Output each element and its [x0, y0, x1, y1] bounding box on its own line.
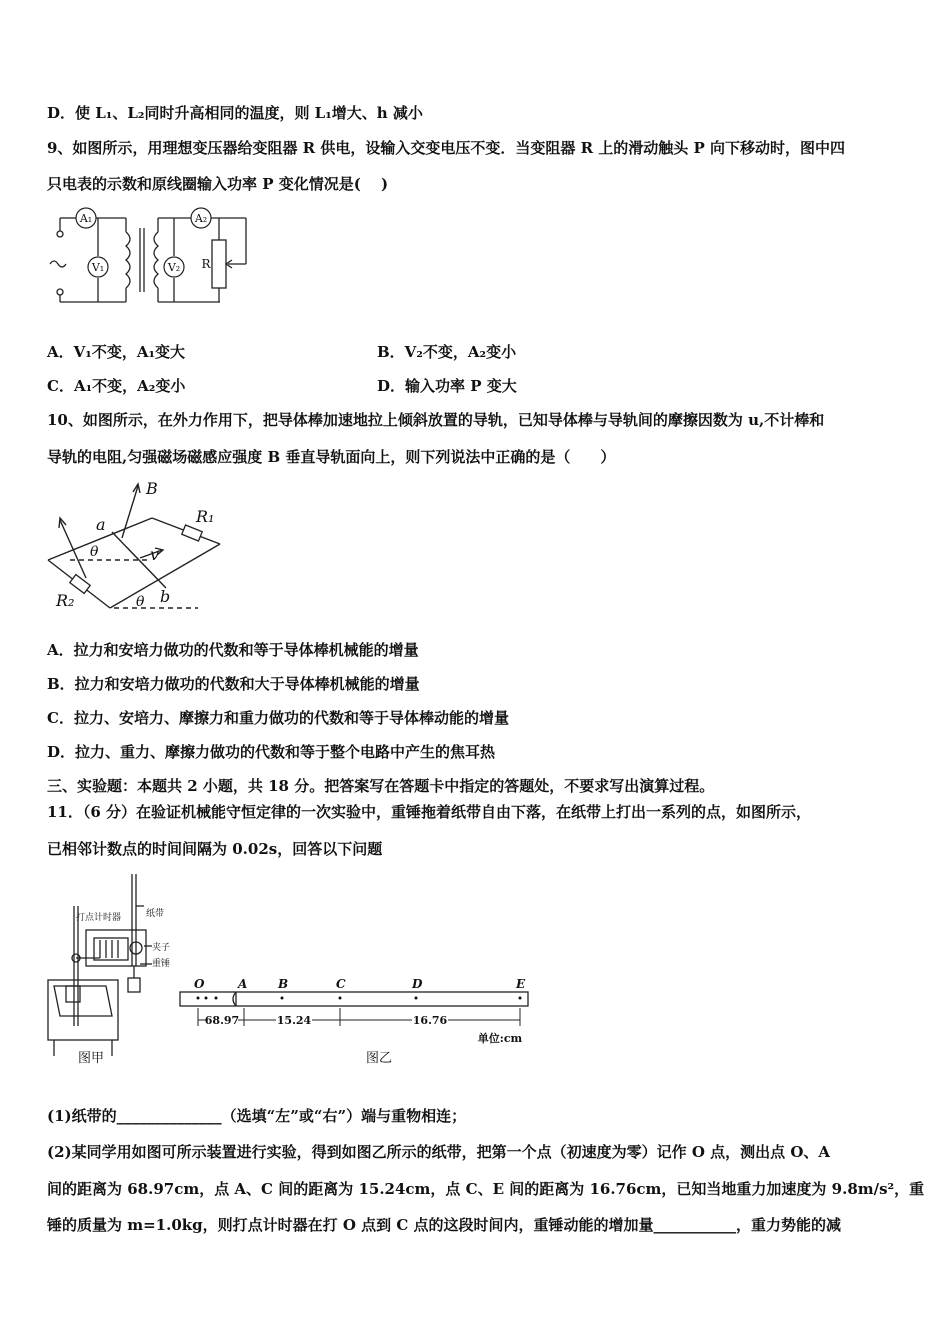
- r1-label: R₁: [196, 507, 215, 526]
- q11-part2-line3: 锤的质量为 m=1.0kg，则打点计时器在打 O 点到 C 点的这段时间内，重锤动能的增加量___________，重力势能的减: [47, 1216, 842, 1234]
- experiment-figure: [40, 866, 540, 1070]
- q10-option-b: B．拉力和安培力做功的代数和大于导体棒机械能的增量: [47, 675, 420, 693]
- point-o-label: O: [194, 977, 205, 991]
- q11-stem-line2: 已相邻计数点的时间间隔为 0.02s，回答以下问题: [47, 840, 383, 858]
- q11-stem-line1: 11．（6 分）在验证机械能守恒定律的一次实验中，重锤拖着纸带自由下落，在纸带上打出一系列的点，如图所示，: [47, 803, 812, 821]
- point-b-label: b: [160, 587, 171, 606]
- q10-option-a: A．拉力和安培力做功的代数和等于导体棒机械能的增量: [47, 641, 419, 659]
- point-a-label: A: [238, 977, 248, 991]
- q11-part1: (1)纸带的______________（选填“左”或“右”）端与重物相连；: [47, 1107, 467, 1125]
- q11-part2-line1: (2)某同学用如图可所示装置进行实验，得到如图乙所示的纸带，把第一个点（初速度为零）记作 O 点，测出点 O、A: [47, 1143, 831, 1161]
- q8-option-d: D．使 L₁、L₂同时升高相同的温度，则 L₁增大、h 减小: [47, 104, 423, 122]
- q10-stem-line2: 导轨的电阻,匀强磁场磁感应强度 B 垂直导轨面向上，则下列说法中正确的是（ ）: [47, 448, 616, 466]
- velocity-label: v: [150, 545, 160, 564]
- point-a-label: a: [96, 515, 106, 534]
- tape-dot: [281, 997, 284, 1000]
- transformer-circuit-figure: [40, 204, 260, 312]
- distance-ce: 16.76: [412, 1014, 448, 1027]
- tape-dot: [339, 997, 342, 1000]
- timer-label: 打点计时器: [76, 913, 122, 923]
- r2-label: R₂: [56, 591, 75, 610]
- section-3-title: 三、实验题：本题共 2 小题，共 18 分。把答案写在答题卡中指定的答题处，不要求写出演算过程。: [47, 777, 715, 795]
- resistor-label: R: [201, 257, 211, 271]
- q10-stem-line1: 10、如图所示，在外力作用下，把导体棒加速地拉上倾斜放置的导轨，已知导体棒与导轨间的摩擦因数为 u,不计棒和: [47, 411, 825, 429]
- q9-option-a: A．V₁不变，A₁变大: [47, 343, 186, 361]
- caption-right: 图乙: [366, 1051, 393, 1066]
- tape-dot: [415, 997, 418, 1000]
- q9-option-c: C．A₁不变，A₂变小: [47, 377, 186, 395]
- weight-label: 重锤: [152, 959, 171, 969]
- distance-ac: 15.24: [276, 1014, 312, 1027]
- distance-oa: 68.97: [204, 1014, 240, 1027]
- paper-tape: [180, 992, 528, 1006]
- v2-label: V₂: [167, 261, 181, 274]
- a1-label: A₁: [79, 212, 93, 225]
- tape-dot: [205, 997, 208, 1000]
- point-d-label: D: [412, 977, 423, 991]
- tape-dot: [519, 997, 522, 1000]
- q9-option-b: B．V₂不变，A₂变小: [377, 343, 517, 361]
- q10-option-d: D．拉力、重力、摩擦力做功的代数和等于整个电路中产生的焦耳热: [47, 743, 496, 761]
- a2-label: A₂: [194, 212, 208, 225]
- q9-stem-line1: 9、如图所示，用理想变压器给变阻器 R 供电，设输入交变电压不变．当变阻器 R 上的滑动触头 P 向下移动时，图中四: [47, 139, 845, 157]
- q9-stem-line2: 只电表的示数和原线圈输入功率 P 变化情况是( ): [47, 175, 389, 193]
- tape-dot: [215, 997, 218, 1000]
- theta-label-lower: θ: [136, 594, 145, 610]
- q10-option-c: C．拉力、安培力、摩擦力和重力做功的代数和等于导体棒动能的增量: [47, 709, 509, 727]
- tape-label: 纸带: [146, 909, 165, 919]
- point-e-label: E: [516, 977, 526, 991]
- inclined-rails-figure: [40, 478, 240, 616]
- q9-option-d: D．输入功率 P 变大: [377, 377, 517, 395]
- resistor-r1: [182, 525, 202, 541]
- tape-dot: [197, 997, 200, 1000]
- b-field-label: B: [146, 479, 158, 498]
- q11-part2-line2: 间的距离为 68.97cm，点 A、C 间的距离为 15.24cm，点 C、E 间的距离为 16.76cm，已知当地重力加速度为 9.8m/s²，重: [47, 1180, 925, 1198]
- point-c-label: C: [336, 977, 346, 991]
- theta-label-upper: θ: [90, 544, 99, 560]
- caption-left: 图甲: [78, 1051, 105, 1066]
- clip-label: 夹子: [152, 943, 171, 953]
- point-b-label: B: [278, 977, 289, 991]
- apparatus-drawing: [48, 874, 152, 1056]
- unit-label: 单位:cm: [477, 1032, 523, 1045]
- v1-label: V₁: [91, 261, 105, 274]
